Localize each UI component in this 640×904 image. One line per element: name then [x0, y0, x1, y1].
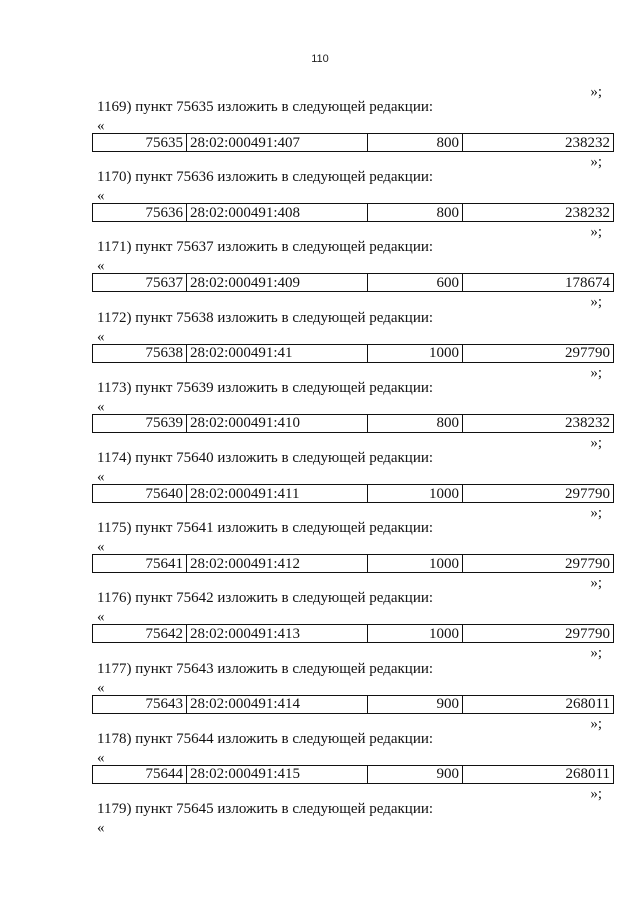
- open-quote: «: [97, 188, 105, 205]
- area-cell: 800: [368, 204, 463, 222]
- value-cell: 297790: [463, 625, 614, 643]
- entry-table: [92, 554, 614, 573]
- cadastral-number-cell: 28:02:000491:409: [187, 274, 368, 292]
- area-cell: 800: [368, 414, 463, 432]
- item-heading: 1171) пункт 75637 изложить в следующей редакции:: [97, 239, 434, 256]
- area-cell: 900: [368, 695, 463, 713]
- entry-table: [92, 765, 614, 784]
- table-row: [93, 134, 614, 152]
- entry-table: [92, 203, 614, 222]
- table-row: [93, 555, 614, 573]
- item-heading: 1169) пункт 75635 изложить в следующей редакции:: [97, 99, 434, 115]
- open-quote: «: [97, 328, 105, 345]
- open-quote: «: [97, 258, 105, 275]
- page-number: 110: [311, 53, 329, 65]
- row-number-cell: 75638: [93, 344, 187, 362]
- item-heading: 1177) пункт 75643 изложить в следующей редакции:: [97, 660, 434, 677]
- row-number-cell: 75642: [93, 625, 187, 643]
- area-cell: 900: [368, 765, 463, 783]
- item-heading: 1172) пункт 75638 изложить в следующей редакции:: [97, 309, 434, 326]
- value-cell: 238232: [463, 204, 614, 222]
- area-cell: 1000: [368, 555, 463, 573]
- area-cell: 800: [368, 134, 463, 152]
- item-heading: 1170) пункт 75636 изложить в следующей редакции:: [97, 169, 434, 186]
- table-row: [93, 414, 614, 432]
- open-quote: «: [97, 118, 105, 134]
- cadastral-number-cell: 28:02:000491:410: [187, 414, 368, 432]
- cadastral-number-cell: 28:02:000491:407: [187, 134, 368, 152]
- area-cell: 1000: [368, 625, 463, 643]
- entry-table: [92, 133, 614, 152]
- value-cell: 238232: [463, 134, 614, 152]
- area-cell: 600: [368, 274, 463, 292]
- item-heading: 1174) пункт 75640 изложить в следующей редакции:: [97, 450, 434, 466]
- row-number-cell: 75635: [93, 134, 187, 152]
- closing-quote: »;: [590, 785, 602, 802]
- value-cell: 268011: [463, 765, 614, 783]
- closing-quote: »;: [590, 434, 602, 451]
- cadastral-number-cell: 28:02:000491:414: [187, 695, 368, 713]
- cadastral-number-cell: 28:02:000491:41: [187, 344, 368, 362]
- item-heading: 1178) пункт 75644 изложить в следующей редакции:: [97, 730, 434, 747]
- closing-quote: »;: [590, 575, 602, 592]
- area-cell: 1000: [368, 485, 463, 503]
- cadastral-number-cell: 28:02:000491:408: [187, 204, 368, 222]
- area-cell: 1000: [368, 344, 463, 362]
- row-number-cell: 75644: [93, 765, 187, 783]
- cadastral-number-cell: 28:02:000491:412: [187, 555, 368, 573]
- open-quote: «: [97, 539, 105, 556]
- item-heading: 1179) пункт 75645 изложить в следующей редакции:: [97, 801, 434, 817]
- row-number-cell: 75639: [93, 414, 187, 432]
- open-quote: «: [97, 469, 105, 485]
- closing-quote: »;: [590, 294, 602, 311]
- table-row: [93, 765, 614, 783]
- open-quote: «: [97, 820, 105, 836]
- table-row: [93, 344, 614, 362]
- entry-table: [92, 695, 614, 714]
- value-cell: 238232: [463, 414, 614, 432]
- closing-quote: »;: [590, 364, 602, 381]
- entry-table: [92, 484, 614, 503]
- entry-table: [92, 624, 614, 643]
- table-row: [93, 625, 614, 643]
- table-row: [93, 274, 614, 292]
- row-number-cell: 75636: [93, 204, 187, 222]
- open-quote: «: [97, 609, 105, 626]
- row-number-cell: 75640: [93, 485, 187, 503]
- cadastral-number-cell: 28:02:000491:413: [187, 625, 368, 643]
- table-row: [93, 204, 614, 222]
- closing-quote: »;: [590, 224, 602, 241]
- entry-table: [92, 273, 614, 292]
- entry-table: [92, 344, 614, 363]
- value-cell: 297790: [463, 485, 614, 503]
- value-cell: 178674: [463, 274, 614, 292]
- row-number-cell: 75637: [93, 274, 187, 292]
- value-cell: 297790: [463, 344, 614, 362]
- closing-quote: »;: [590, 154, 602, 170]
- table-row: [93, 695, 614, 713]
- table-row: [93, 485, 614, 503]
- row-number-cell: 75641: [93, 555, 187, 573]
- open-quote: «: [97, 749, 105, 766]
- closing-quote: »;: [590, 645, 602, 662]
- value-cell: 297790: [463, 555, 614, 573]
- item-heading: 1173) пункт 75639 изложить в следующей редакции:: [97, 379, 434, 396]
- cadastral-number-cell: 28:02:000491:415: [187, 765, 368, 783]
- closing-quote: »;: [590, 505, 602, 521]
- closing-quote: »;: [590, 715, 602, 732]
- closing-quote: »;: [590, 84, 602, 100]
- cadastral-number-cell: 28:02:000491:411: [187, 485, 368, 503]
- item-heading: 1175) пункт 75641 изложить в следующей редакции:: [97, 520, 434, 537]
- entry-table: [92, 414, 614, 433]
- open-quote: «: [97, 398, 105, 415]
- open-quote: «: [97, 679, 105, 696]
- item-heading: 1176) пункт 75642 изложить в следующей редакции:: [97, 590, 434, 607]
- row-number-cell: 75643: [93, 695, 187, 713]
- value-cell: 268011: [463, 695, 614, 713]
